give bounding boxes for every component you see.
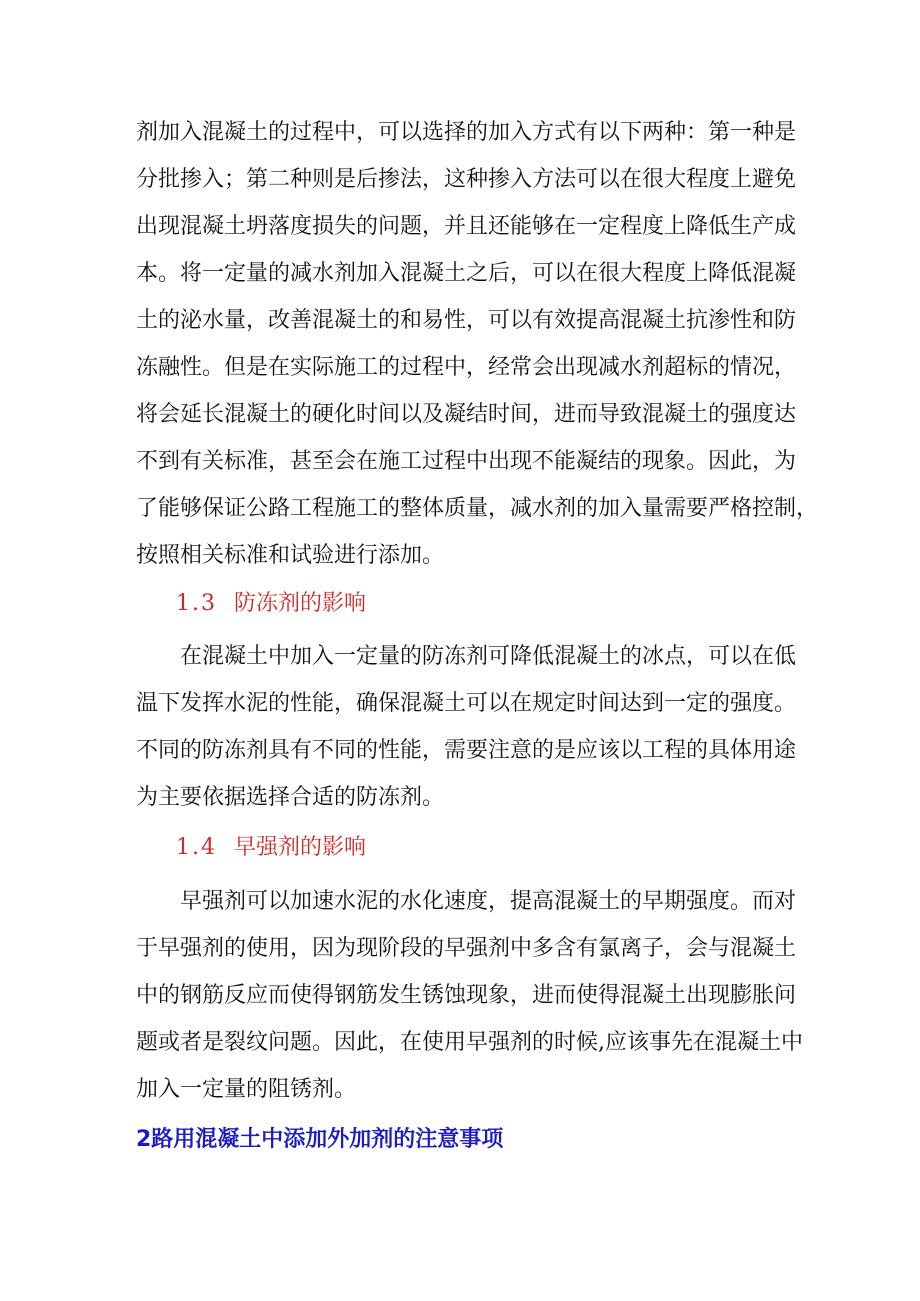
paragraph-line: 了能够保证公路工程施工的整体质量，减水剂的加入量需要严格控制， xyxy=(136,496,819,521)
paragraph-line: 土的泌水量，改善混凝土的和易性，可以有效提高混凝土抗渗性和防 xyxy=(136,308,797,333)
subheading-number: 1.4 xyxy=(176,835,217,860)
paragraph-line: 不同的防冻剂具有不同的性能，需要注意的是应该以工程的具体用途 xyxy=(136,738,797,763)
subheading-1-4 xyxy=(176,834,366,862)
subheading-title: 早强剂的影响 xyxy=(234,835,367,860)
paragraph-line: 将会延长混凝土的硬化时间以及凝结时间，进而导致混凝土的强度达 xyxy=(136,402,797,427)
paragraph-line: 中的钢筋反应而使得钢筋发生锈蚀现象，进而使得混凝土出现膨胀问 xyxy=(136,983,797,1008)
paragraph-line: 早强剂可以加速水泥的水化速度，提高混凝土的早期强度。而对 xyxy=(180,889,797,914)
paragraph-line: 题或者是裂纹问题。因此，在使用早强剂的时候,应该事先在混凝土中 xyxy=(136,1030,803,1055)
subheading-title: 防冻剂的影响 xyxy=(234,591,367,616)
subheading-1-3 xyxy=(176,590,366,618)
paragraph-line: 分批掺入；第二种则是后掺法，这种掺入方法可以在很大程度上避免 xyxy=(136,167,797,192)
paragraph-line: 于早强剂的使用，因为现阶段的早强剂中多含有氯离子，会与混凝土 xyxy=(136,936,797,961)
paragraph-line: 按照相关标准和试验进行添加。 xyxy=(136,543,445,568)
section-heading-2: 2路用混凝土中添加外加剂的注意事项 xyxy=(136,1127,504,1152)
paragraph-line: 本。将一定量的减水剂加入混凝土之后，可以在很大程度上降低混凝 xyxy=(136,261,797,286)
paragraph-line: 出现混凝土坍落度损失的问题，并且还能够在一定程度上降低生产成 xyxy=(136,214,797,239)
paragraph-line: 温下发挥水泥的性能，确保混凝土可以在规定时间达到一定的强度。 xyxy=(136,691,797,716)
paragraph-line: 在混凝土中加入一定量的防冻剂可降低混凝土的冰点，可以在低 xyxy=(180,644,797,669)
paragraph-line: 加入一定量的阻锈剂。 xyxy=(136,1077,357,1102)
paragraph-line: 冻融性。但是在实际施工的过程中，经常会出现减水剂超标的情况， xyxy=(136,355,797,380)
paragraph-line: 不到有关标准，甚至会在施工过程中出现不能凝结的现象。因此，为 xyxy=(136,449,797,474)
paragraph-line: 为主要依据选择合适的防冻剂。 xyxy=(136,785,445,810)
subheading-number: 1.3 xyxy=(176,591,217,616)
paragraph-line: 剂加入混凝土的过程中，可以选择的加入方式有以下两种：第一种是 xyxy=(136,120,797,145)
